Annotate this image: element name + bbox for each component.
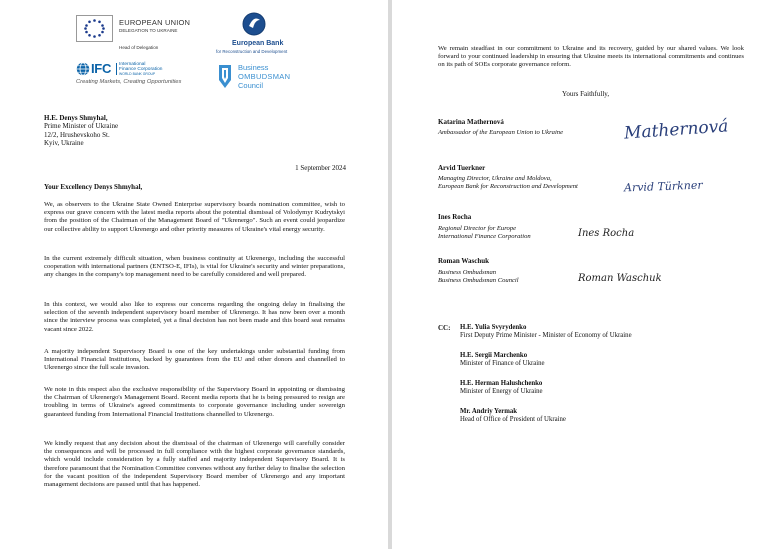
- signatory-name: Ines Rocha: [438, 213, 472, 221]
- eu-head-of-delegation: Head of Delegation: [119, 45, 159, 50]
- body-paragraph-5: We note in this respect also the exclusive responsibility of the Supervisory Board in appointing or dismissing the Chairman of Ukrenergo's Management Board. Recent media reports that he is being pressured to resign are troubling in terms of Ukraine's agreed commitments to corporate governance including under sovereign guaranteed funding from International Financial Institutions channelled to Ukrenergo.: [44, 386, 345, 418]
- signatory-role: Regional Director for Europe: [438, 225, 517, 232]
- bo-line3: Council: [238, 81, 264, 90]
- bo-line1: Business: [238, 63, 269, 72]
- recipient-title: Prime Minister of Ukraine: [44, 122, 119, 131]
- ebrd-logo: [200, 12, 320, 62]
- cc-recipient-1: [460, 324, 632, 341]
- cc-title: First Deputy Prime Minister - Minister of Economy of Ukraine: [460, 332, 632, 340]
- ifc-tagline: Creating Markets, Creating Opportunities: [76, 79, 182, 85]
- ifc-line2: Finance Corporation: [119, 67, 163, 72]
- signatory-3: [438, 213, 738, 253]
- signatory-role: Managing Director, Ukraine and Moldova,: [438, 175, 552, 182]
- signatory-role: Ambassador of the European Union to Ukraine: [438, 129, 564, 136]
- ebrd-name: European Bank: [232, 40, 284, 47]
- body-paragraph-4: A majority independent Supervisory Board is one of the key undertakings under substantial funding from International Financial Institutions, backed by guarantees from the EU and other donors and channelled to Ukrenergo since the full scale invasion.: [44, 348, 345, 372]
- recipient-block: [44, 114, 118, 148]
- recipient-name: H.E. Denys Shmyhal,: [44, 114, 108, 122]
- signatory-role: Business Ombudsman: [438, 269, 497, 276]
- signatory-2: [438, 164, 738, 204]
- cc-recipient-3: [460, 380, 543, 397]
- bo-emblem-icon: [215, 62, 235, 97]
- ebrd-subtitle: for Reconstruction and Development: [216, 49, 288, 54]
- cc-recipient-4: [460, 408, 566, 425]
- business-ombudsman-logo: [215, 62, 325, 94]
- ifc-mark: IFC: [91, 61, 112, 76]
- body-paragraph-2: In the current extremely difficult situation, when business continuity at Ukrenergo, including the successful cooperation with international partners (ENTSO-E, IFIs), is vital for Ukraine's security and winter preparations, any changes in the company's top management need to be carefully considered and well prepared.: [44, 255, 345, 279]
- ebrd-emblem-icon: [242, 12, 266, 41]
- signature-image: Arvid Türkner: [623, 178, 703, 195]
- signatory-1: [438, 118, 738, 158]
- signatory-name: Katarina Mathernová: [438, 118, 504, 126]
- cc-title: Head of Office of President of Ukraine: [460, 416, 566, 424]
- cc-name: Mr. Andriy Yermak: [460, 408, 518, 415]
- body-paragraph-6: We kindly request that any decision about the dismissal of the chairman of Ukrenergo will carefully consider the consequences and will be processed in full compliance with the highest corporate governance standards, which would include consideration by a fully staffed and majority independent Supervisory Board. It is therefore paramount that the Nomination Committee convenes without any further delay to finalise the selection for the vacant position of the independent Supervisory Board member of Ukrenergo and any important management decisions are paused until that has happened.: [44, 440, 345, 489]
- cc-label: CC:: [438, 324, 451, 332]
- cc-name: H.E. Yulia Svyrydenko: [460, 324, 527, 331]
- cc-name: H.E. Sergii Marchenko: [460, 352, 528, 359]
- recipient-street: 12/2, Hrushevskoho St.: [44, 130, 110, 139]
- letter-page-2: [392, 0, 780, 549]
- cc-title: Minister of Finance of Ukraine: [460, 360, 545, 368]
- signatory-name: Roman Waschuk: [438, 257, 490, 265]
- recipient-city: Kyiv, Ukraine: [44, 139, 84, 148]
- signatory-role-2: Business Ombudsman Council: [438, 277, 519, 285]
- salutation: Your Excellency Denys Shmyhal,: [44, 183, 143, 191]
- signatory-role-2: International Finance Corporation: [438, 233, 531, 241]
- eu-delegation: DELEGATION TO UKRAINE: [119, 28, 178, 33]
- body-paragraph-3: In this context, we would also like to express our concerns regarding the ongoing delay in finalising the selection of the seventh independent supervisory board member of Ukrenergo. It has now been over a month since the interview process was completed, yet a final decision has not been made and this board seat remains vacant since 2022.: [44, 301, 345, 333]
- signatory-name: Arvid Tuerkner: [438, 164, 486, 172]
- signatory-4: [438, 257, 738, 297]
- signature-image: Ines Rocha: [578, 228, 635, 239]
- signature-image: Mathernová: [623, 116, 730, 144]
- signatory-role-2: European Bank for Reconstruction and Development: [438, 183, 578, 191]
- body-paragraph-1: We, as observers to the Ukraine State Owned Enterprise supervisory boards nomination committee, wish to express our grave concern with the latest media reports about the potential dismissal of Volodymyr Kudrytskyi from the position of the Chairman of the Management Board of "Ukrenergo". Such an event could jeopardize our collective ability to support Ukrenergo and other priority measures of Ukraine's vital energy security.: [44, 201, 345, 233]
- eu-flag-icon: [76, 15, 113, 42]
- closing-paragraph: We remain steadfast in our commitment to Ukraine and its recovery, guided by our shared values. We look forward to your continued leadership in ensuring that Ukraine meets its international commitments and continues on its path of SOEs corporate governance reform.: [438, 45, 744, 69]
- sign-off: Yours Faithfully,: [562, 90, 610, 98]
- letter-date: 1 September 2024: [295, 164, 346, 172]
- letter-page-1: [0, 0, 388, 549]
- cc-name: H.E. Herman Halushchenko: [460, 380, 543, 387]
- cc-title: Minister of Energy of Ukraine: [460, 388, 543, 396]
- bo-line2: OMBUDSMAN: [238, 72, 291, 81]
- ifc-line1: International: [119, 62, 146, 67]
- eu-name: EUROPEAN UNION: [119, 18, 191, 27]
- eu-logo: [76, 15, 216, 59]
- cc-recipient-2: [460, 352, 545, 369]
- signature-image: Roman Waschuk: [578, 273, 662, 284]
- ifc-logo: [76, 61, 206, 91]
- ifc-line3: WORLD BANK GROUP: [119, 72, 156, 76]
